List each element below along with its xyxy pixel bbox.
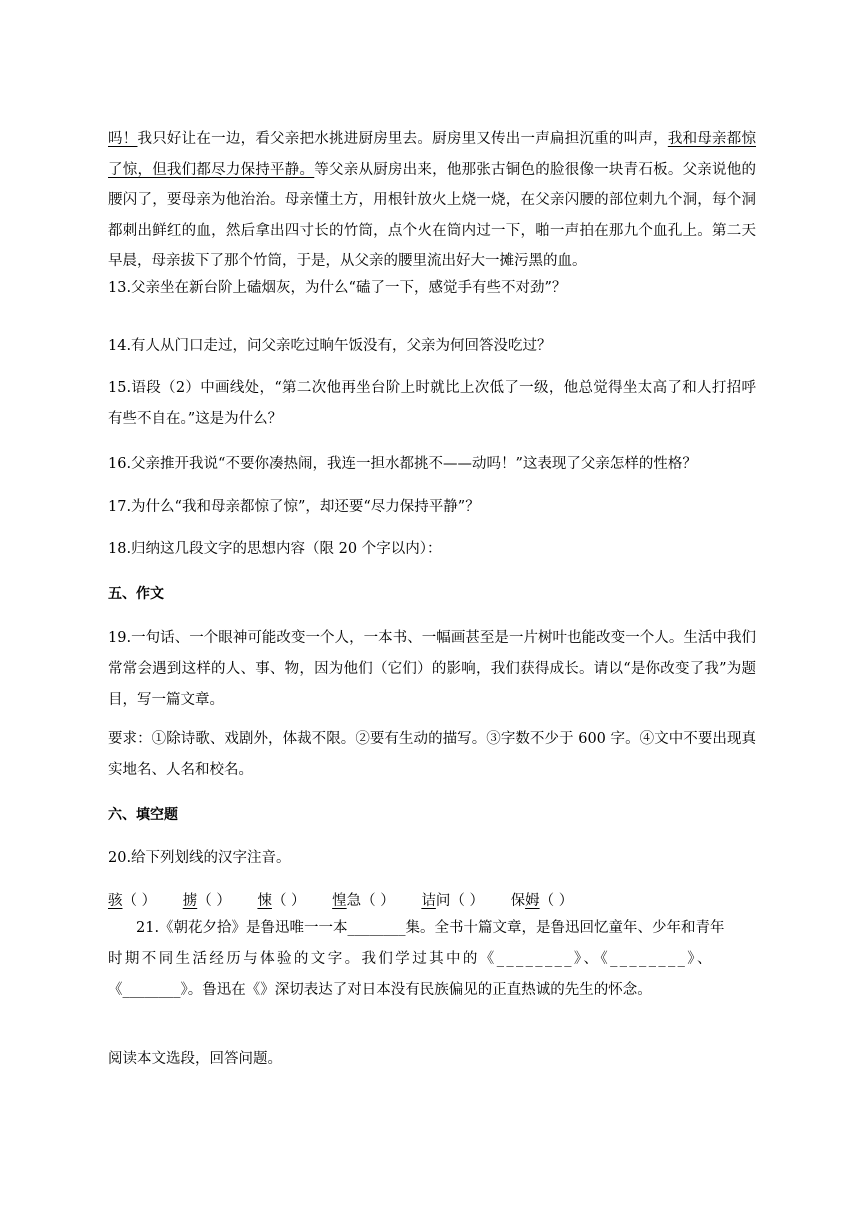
- question-19: 19.一句话、一个眼神可能改变一个人，一本书、一幅画甚至是一片树叶也能改变一个人。生活中我们常常会遇到这样的人、事、物，因为他们（它们）的影响，我们获得成长。请以“是你改变了我”为题目，写一篇文章。: [108, 630, 756, 708]
- underlined-char: 诘: [421, 893, 436, 909]
- question-15: 15.语段（2）中画线处，“第二次他再坐台阶上时就比上次低了一级，他总觉得坐太高了和人打招呼有些不自在。”这是为什么？: [108, 380, 756, 427]
- answer-blank[interactable]: （ ）: [197, 893, 231, 909]
- answer-blank[interactable]: （ ）: [450, 893, 484, 909]
- plain-char: 问: [435, 893, 451, 909]
- pinyin-item: [257, 886, 305, 916]
- pinyin-item: [108, 886, 156, 916]
- question-13: 13.父亲坐在新台阶上磕烟灰，为什么“磕了一下，感觉手有些不对劲”？: [108, 280, 567, 296]
- question-16: 16.父亲推开我说“不要你凑热闹，我连一担水都挑不——动吗！”这表现了父亲怎样的性格？: [108, 456, 697, 472]
- pinyin-item: [183, 886, 231, 916]
- underlined-char: 惶: [332, 893, 347, 909]
- question-14: 14.有人从门口走过，问父亲吃过晌午饭没有，父亲为何回答没吃过？: [108, 338, 552, 354]
- answer-blank[interactable]: （ ）: [271, 893, 306, 909]
- underlined-char: 姆: [525, 893, 540, 909]
- answer-blank[interactable]: （ ）: [539, 893, 574, 909]
- answer-blank[interactable]: （ ）: [122, 893, 157, 909]
- passage-underlined-fragment: 吗！: [108, 131, 138, 147]
- section-heading-fill-blank: 六、填空题: [108, 807, 178, 823]
- question-17: 17.为什么“我和母亲都惊了惊”，却还要“尽力保持平静”？: [108, 499, 480, 515]
- plain-char: 保: [510, 893, 526, 909]
- question-21-line-3: 《________》。鲁迅在《》深切表达了对日本没有民族偏见的正直热诚的先生的怀念。: [108, 982, 652, 998]
- passage-text: 我只好让在一边，看父亲把水挑进厨房里去。厨房里又传出一声扁担沉重的叫声，: [137, 131, 668, 147]
- question-18: 18.归纳这几段文字的思想内容（限 20 个字以内）：: [108, 541, 442, 557]
- question-21-line-2: 时期不同生活经历与体验的文字。我们学过其中的《________》、《________》、: [108, 951, 714, 967]
- passage-paragraph: [108, 124, 756, 277]
- question-20: 20.给下列划线的汉字注音。: [108, 850, 291, 866]
- section-heading-composition: 五、作文: [108, 586, 164, 602]
- question-21-line-1: 21.《朝花夕拾》是鲁迅唯一一本________集。全书十篇文章，是鲁迅回忆童年、少年和青年: [136, 920, 725, 936]
- reading-instruction: 阅读本文选段，回答问题。: [108, 1051, 282, 1067]
- underlined-char: 骇: [108, 893, 123, 909]
- answer-blank[interactable]: （ ）: [361, 893, 395, 909]
- pinyin-item: [511, 886, 574, 916]
- pinyin-items-row: [108, 886, 595, 916]
- composition-requirements: 要求：①除诗歌、戏剧外，体裁不限。②要有生动的描写。③字数不少于 600 字。④文中不要出现真实地名、人名和校名。: [108, 731, 756, 778]
- pinyin-item: [421, 886, 484, 916]
- underlined-char: 悚: [257, 893, 272, 909]
- pinyin-item: [332, 886, 395, 916]
- underlined-char: 掳: [182, 893, 198, 909]
- passage-text-continued: 等父亲从厨房出来，他那张古铜色的脸很像一块青石板。父亲说他的腰闪了，要母亲为他治治。母亲懂土方，用根针放火上烧一烧，在父亲闪腰的部位刺九个洞，每个洞都刺出鲜红的血，然后拿出四寸长的竹筒，点个火在筒内过一下，啪一声拍在那九个血孔上。第二天早晨，母亲拔下了那个竹筒，于是，从父亲的腰里流出好大一摊污黑的血。: [108, 161, 757, 269]
- question-21: [108, 913, 756, 1006]
- plain-char: 急: [346, 893, 362, 909]
- passage-underlined-sentence: 我和母亲都惊了惊，但我们都尽力保持平静。: [108, 131, 757, 178]
